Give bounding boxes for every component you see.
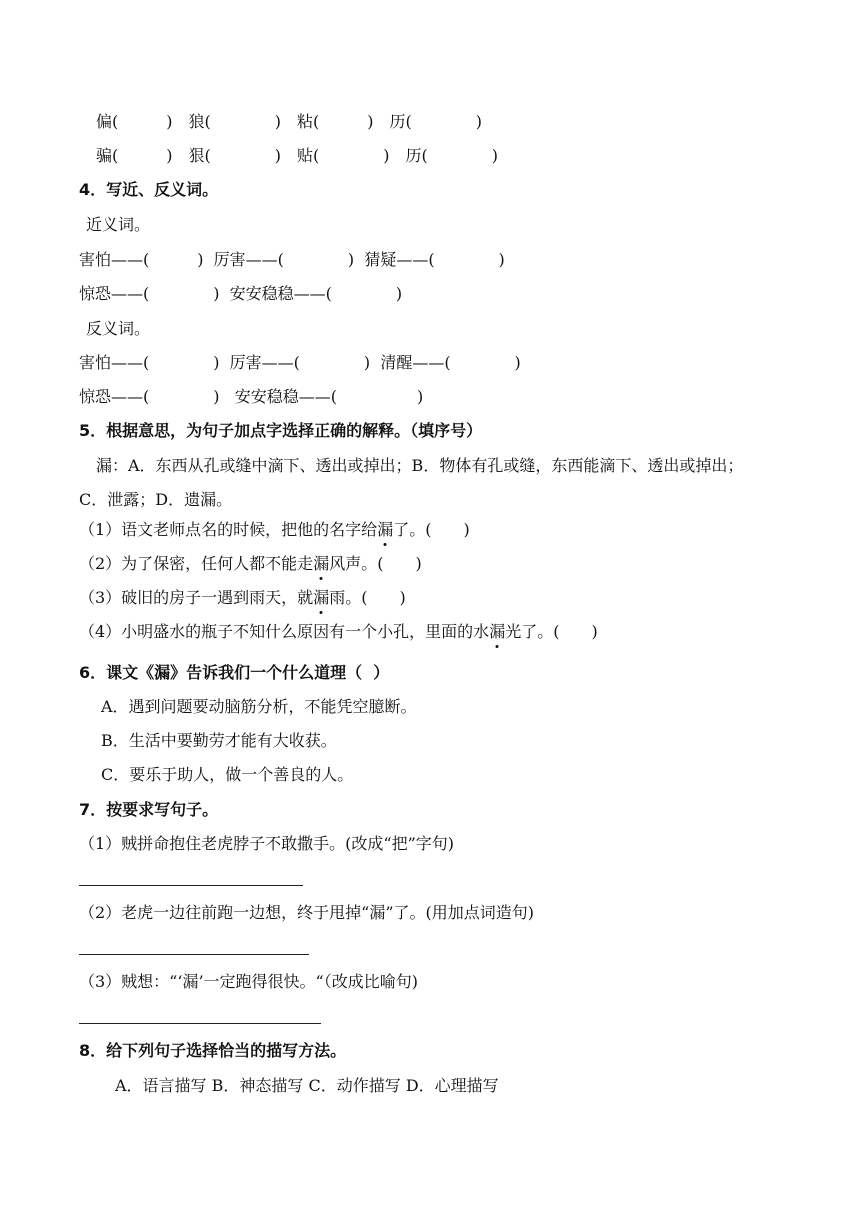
q6-title: 6．课文《漏》告诉我们一个什么道理（ ） [79,663,390,682]
answer-line-3[interactable] [79,1023,321,1024]
q4-antonym-label: 反义词。 [86,319,151,338]
match-row-2: 骗( ) 狠( ) 贴( ) 历( ) [96,146,498,165]
q8-options: A．语言描写 B．神态描写 C．动作描写 D．心理描写 [115,1076,499,1095]
q4-synonym-row-1: 害怕——( ) 厉害——( ) 猜疑——( ) [79,250,505,269]
q5-item-2: （2）为了保密，任何人都不能走漏风声。( ) [79,554,422,573]
q6-option-b: B．生活中要勤劳才能有大收获。 [101,731,337,750]
dotted-character: 漏 [377,520,394,539]
q7-title: 7．按要求写句子。 [79,800,219,819]
q4-synonym-row-2: 惊恐——( ) 安安稳稳——( ) [79,284,403,303]
dotted-character: 漏 [313,554,330,573]
dotted-character: 漏 [489,622,506,641]
q4-antonym-row-1: 害怕——( ) 厉害——( ) 清醒——( ) [79,353,521,372]
q7-item-3: （3）贼想：“‘漏’一定跑得很快。“（改成比喻句) [79,972,418,991]
answer-line-2[interactable] [79,954,309,955]
q4-title: 4．写近、反义词。 [79,180,219,199]
q7-item-2: （2）老虎一边往前跑一边想，终于甩掉“漏”了。(用加点词造句) [79,903,535,922]
q5-title: 5．根据意思，为句子加点字选择正确的解释。（填序号） [79,421,483,440]
q7-item-1: （1）贼拼命抱住老虎脖子不敢撒手。(改成“把”字句) [79,834,455,853]
q4-antonym-row-2: 惊恐——( ) 安安稳稳——( ) [79,387,424,406]
match-row-1: 偏( ) 狼( ) 粘( ) 历( ) [96,112,482,131]
q4-synonym-label: 近义词。 [86,215,151,234]
q5-item-4: （4）小明盛水的瓶子不知什么原因有一个小孔，里面的水漏光了。( ) [79,622,598,641]
q5-definition-line-1: 漏：A．东西从孔或缝中滴下、透出或掉出；B．物体有孔或缝，东西能滴下、透出或掉出； [96,456,744,475]
q5-item-3: （3）破旧的房子一遇到雨天，就漏雨。( ) [79,588,406,607]
dotted-character: 漏 [313,588,330,607]
q6-option-a: A．遇到问题要动脑筋分析，不能凭空臆断。 [101,697,417,716]
answer-line-1[interactable] [79,885,303,886]
q5-definition-line-2: C．泄露；D．遗漏。 [79,490,233,509]
q6-option-c: C．要乐于助人，做一个善良的人。 [101,765,354,784]
q5-item-1: （1）语文老师点名的时候，把他的名字给漏了。( ) [79,520,470,539]
q8-title: 8．给下列句子选择恰当的描写方法。 [79,1041,347,1060]
